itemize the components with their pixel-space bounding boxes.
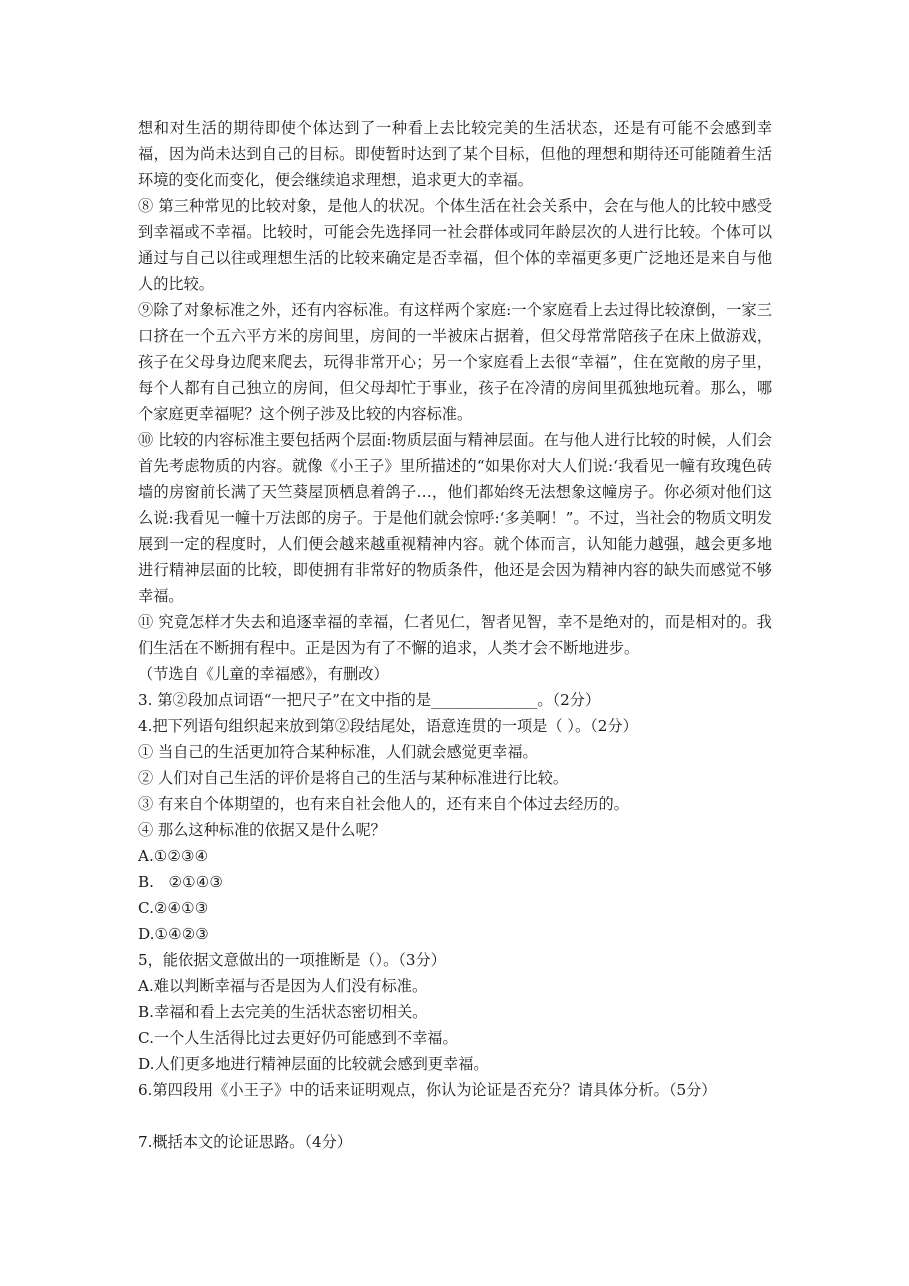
question-5-option-d: D.人们更多地进行精神层面的比较就会感到更幸福。 <box>138 1055 489 1073</box>
paragraph-8: ⑧ 第三种常见的比较对象，是他人的状况。个体生活在社会关系中，会在与他人的比较中感受到幸福或不幸福。比较时，可能会先选择同一社会群体或同年龄层次的人进行比较。个体可以通过与自己以往或理想生活的比较来确定是否幸福，但个体的幸福更多更广泛地还是来自与他人的比较。 <box>138 197 772 293</box>
question-5-option-a: A.难以判断幸福与否是因为人们没有标准。 <box>138 977 428 995</box>
question-4-item: ② 人们对自己生活的评价是将自己的生活与某种标准进行比较。 <box>138 769 569 787</box>
question-3: 3. 第②段加点词语“一把尺子”在文中指的是______________。（2分） <box>138 691 601 709</box>
question-4-item: ③ 有来自个体期望的，也有来自社会他人的，还有来自个体过去经历的。 <box>138 795 629 813</box>
question-4-stem: 4.把下列语句组织起来放到第②段结尾处，语意连贯的一项是（ ）。（2分） <box>138 717 638 735</box>
question-4-option-c: C.②④①③ <box>138 899 209 917</box>
source-note: （节选自《儿童的幸福感》，有删改） <box>138 665 389 683</box>
question-4-item: ① 当自己的生活更加符合某种标准，人们就会感觉更幸福。 <box>138 743 538 761</box>
question-5-stem: 5，能依据文意做出的一项推断是（）。（3分） <box>138 951 446 969</box>
paragraph-7-continued: 想和对生活的期待即使个体达到了一种看上去比较完美的生活状态，还是有可能不会感到幸福，因为尚未达到自己的目标。即使暂时达到了某个目标，但他的理想和期待还可能随着生活环境的变化而变化，便会继续追求理想，追求更大的幸福。 <box>138 119 772 189</box>
paragraph-9: ⑨除了对象标准之外，还有内容标准。有这样两个家庭:一个家庭看上去过得比较潦倒，一家三口挤在一个五六平方米的房间里，房间的一半被床占据着，但父母常常陪孩子在床上做游戏，孩子在父母身边爬来爬去，玩得非常开心；另一个家庭看上去很“幸福”，住在宽敞的房子里，每个人都有自己独立的房间，但父母却忙于事业，孩子在冷清的房间里孤独地玩着。那么，哪个家庭更幸福呢？这个例子涉及比较的内容标准。 <box>138 301 772 423</box>
question-5-option-c: C.一个人生活得比过去更好仍可能感到不幸福。 <box>138 1029 458 1047</box>
question-4-option-a: A.①②③④ <box>138 847 209 865</box>
paragraph-10: ⑩ 比较的内容标准主要包括两个层面:物质层面与精神层面。在与他人进行比较的时候，人们会首先考虑物质的内容。就像《小王子》里所描述的“如果你对大人们说:‘我看见一幢有玫瑰色砖墙的房窗前长满了天竺葵屋顶栖息着鸽子…，他们都始终无法想象这幢房子。你必须对他们这么说:我看见一幢十万法郎的房子。于是他们就会惊呼:‘多美啊！”。不过，当社会的物质文明发展到一定的程度时，人们便会越来越重视精神内容。就个体而言，认知能力越强，越会更多地进行精神层面的比较，即使拥有非常好的物质条件，他还是会因为精神内容的缺失而感觉不够幸福。 <box>138 431 772 605</box>
document-body <box>138 115 772 1155</box>
question-7: 7.概括本文的论证思路。（4分） <box>138 1133 352 1151</box>
question-4-option-b: B. ②①④③ <box>138 873 223 891</box>
paragraph-11: ⑪ 究竟怎样才失去和追逐幸福的幸福，仁者见仁，智者见智，幸不是绝对的，而是相对的。我们生活在不断拥有程中。正是因为有了不懈的追求，人类才会不断地进步。 <box>138 613 772 657</box>
question-4-option-d: D.①④②③ <box>138 925 209 943</box>
question-6: 6.第四段用《小王子》中的话来证明观点，你认为论证是否充分？请具体分析。（5分） <box>138 1081 717 1099</box>
question-5-option-b: B.幸福和看上去完美的生活状态密切相关。 <box>138 1003 428 1021</box>
answer-space <box>138 1103 772 1129</box>
question-4-item: ④ 那么这种标准的依据又是什么呢？ <box>138 821 386 839</box>
